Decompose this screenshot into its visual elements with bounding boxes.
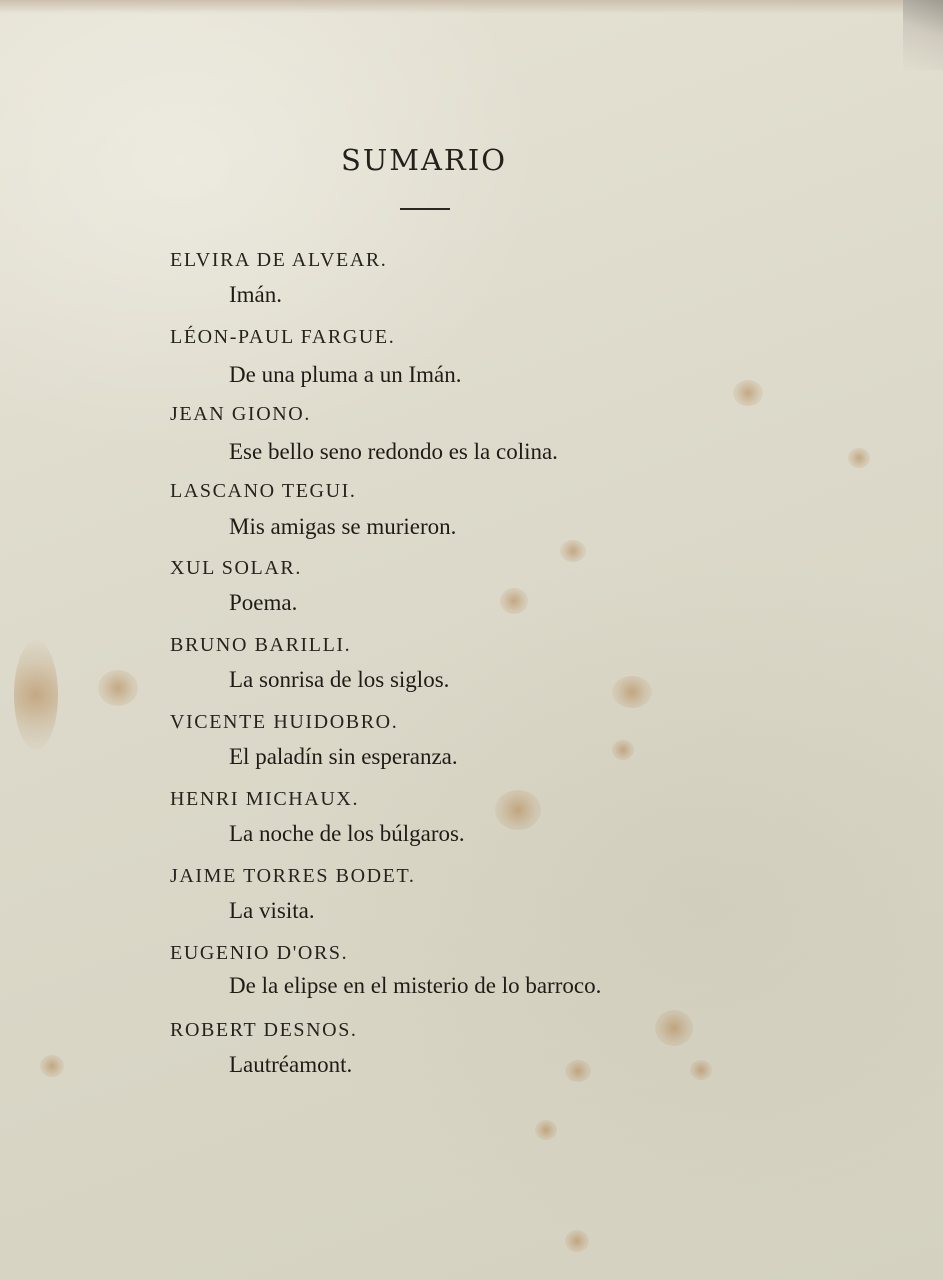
entry-author: BRUNO BARILLI. xyxy=(170,634,352,656)
entry-author: XUL SOLAR. xyxy=(170,557,302,579)
entry-author: LASCANO TEGUI. xyxy=(170,480,357,502)
entry-work: La sonrisa de los siglos. xyxy=(229,667,450,692)
entry-work: Lautréamont. xyxy=(229,1052,353,1077)
entry-work: De una pluma a un Imán. xyxy=(229,362,462,387)
entry-author: HENRI MICHAUX. xyxy=(170,788,360,810)
entry-work: La noche de los búlgaros. xyxy=(229,821,465,846)
entry-work: De la elipse en el misterio de lo barroco. xyxy=(229,973,602,998)
entry-work: El paladín sin esperanza. xyxy=(229,744,458,769)
entry-author: JEAN GIONO. xyxy=(170,403,311,425)
entry-author: ROBERT DESNOS. xyxy=(170,1019,358,1041)
entry-author: JAIME TORRES BODET. xyxy=(170,865,416,887)
entry-work: La visita. xyxy=(229,898,315,923)
entry-author: EUGENIO D'ORS. xyxy=(170,942,349,964)
entry-author: VICENTE HUIDOBRO. xyxy=(170,711,399,733)
entry-work: Ese bello seno redondo es la colina. xyxy=(229,439,558,464)
entry-author: LÉON-PAUL FARGUE. xyxy=(170,326,396,348)
page-title: SUMARIO xyxy=(340,143,507,177)
entry-work: Mis amigas se murieron. xyxy=(229,514,457,539)
entry-author: ELVIRA DE ALVEAR. xyxy=(170,249,388,271)
entry-work: Poema. xyxy=(229,590,298,615)
entry-work: Imán. xyxy=(229,282,283,307)
